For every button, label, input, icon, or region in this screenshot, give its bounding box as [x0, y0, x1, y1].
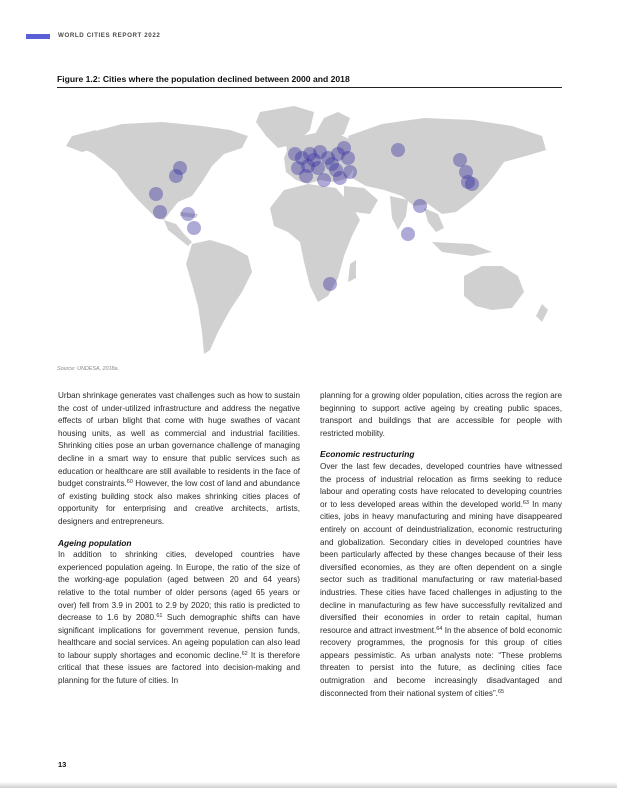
india	[390, 196, 408, 230]
section-heading-ageing: Ageing population	[58, 537, 132, 548]
footnote-ref[interactable]: 62	[241, 650, 248, 657]
city-marker	[181, 207, 195, 221]
footnote-ref[interactable]: 64	[436, 625, 443, 632]
city-marker	[465, 177, 479, 191]
right-column	[320, 390, 562, 700]
city-marker	[317, 173, 331, 187]
paragraph: Urban shrinkage generates vast challenges such as how to sustain the cost of under-utilized infrastructure and address the negative effects of urban blight that come with huge swathes of vacant housing units, as well as commercial and industrial facilities. Shrinking cities pose an urban governance challenge of managing decline in a smart way to ensure that public services such as education or healthcare are still available to residents in the face of budget constraints.$^{60}$ However, the low cost of land and abundance of existing building stock also makes shrinking cities places of opportunity for enterprising and creative architects, artists, designers and entrepreneurs.	[58, 391, 300, 526]
scandinavia	[314, 112, 350, 140]
paragraph: planning for a growing older population, cities across the region are beginning to support active ageing by creating public spaces, transport and buildings that are accessible for people with restricted mobility.	[320, 391, 562, 438]
page-number: 13	[58, 760, 67, 769]
city-marker	[169, 169, 183, 183]
city-marker	[401, 227, 415, 241]
report-title: WORLD CITIES REPORT 2022	[58, 32, 161, 39]
central-america	[164, 220, 192, 246]
city-marker	[453, 153, 467, 167]
page-edge-shadow	[0, 782, 617, 788]
paragraph: Over the last few decades, developed countries have witnessed the process of industrial relocation as firms seeking to reduce labour and operating costs have relocated to developing countries or to less developed areas within the developed world.$^{63}$ In many cities, jobs in heavy manufacturing and mining have disappeared entirely on account of deindustrialization, economic restructuring and globalization. Secondary cities in developed countries have been particularly affected by these changes because of their less diversified economies, as they are often dependent on a single sector such as traditional manufacturing or raw material-based industries. These cities have faced challenges in adjusting to the decline in manufacturing as few have successfully revitalized and diversified their economies in order to retain capital, human resource and attract investment.$^{64}$ In the absence of bold economic recovery programmes, the prognosis for this group of cities appears pessimistic. As urban analysts note: “These problems threaten to persist into the future, as declining cities face outmigration and become increasingly disadvantaged and disconnected from their national system of cities”.$^{65}$	[320, 461, 562, 698]
footnote-ref[interactable]: 65	[497, 688, 505, 695]
africa	[270, 184, 360, 302]
figure-title: Figure 1.2: Cities where the population declined between 2000 and 2018	[57, 74, 562, 88]
footnote-ref[interactable]: 60	[126, 479, 133, 486]
city-marker	[149, 187, 163, 201]
footnote-ref[interactable]: 61	[156, 613, 163, 620]
city-marker	[413, 199, 427, 213]
alaska	[66, 130, 98, 152]
land-masses	[66, 106, 548, 354]
city-marker	[391, 143, 405, 157]
city-marker	[323, 277, 337, 291]
paragraph: In addition to shrinking cities, developed countries have experienced population ageing. In Europe, the ratio of the size of the working-age population (aged between 20 and 64 years) relative to the total number of older persons (aged 65 years or over) fell from 3.9 in 2001 to 2.9 by 2020; this ratio is predicted to decrease to 1.6 by 2080.61 Such demographic shifts can have significant implications for government revenue, pension funds, healthcare and social services. An ageing population can also lead to labour supply shortages and economic decline.$^{62}$ It is therefore critical that these issues are factored into decision-making and planning for the future of cities. In	[58, 550, 300, 686]
left-column	[58, 390, 300, 688]
figure-source: Source: UNDESA, 2018a.	[57, 366, 120, 372]
header-accent-bar	[26, 34, 50, 39]
south-america	[186, 240, 252, 354]
city-marker	[291, 161, 305, 175]
city-marker	[153, 205, 167, 219]
city-marker	[187, 221, 201, 235]
section-heading-economic: Economic restructuring	[320, 449, 415, 460]
new-zealand	[536, 304, 548, 322]
indonesia	[432, 242, 492, 256]
north-america	[82, 122, 248, 220]
madagascar	[348, 260, 356, 282]
city-marker	[343, 165, 357, 179]
asia	[348, 118, 546, 214]
australia	[464, 266, 524, 310]
city-marker	[341, 151, 355, 165]
footnote-ref[interactable]: 63	[522, 499, 529, 506]
world-map	[52, 96, 564, 362]
city-marker	[311, 161, 325, 175]
